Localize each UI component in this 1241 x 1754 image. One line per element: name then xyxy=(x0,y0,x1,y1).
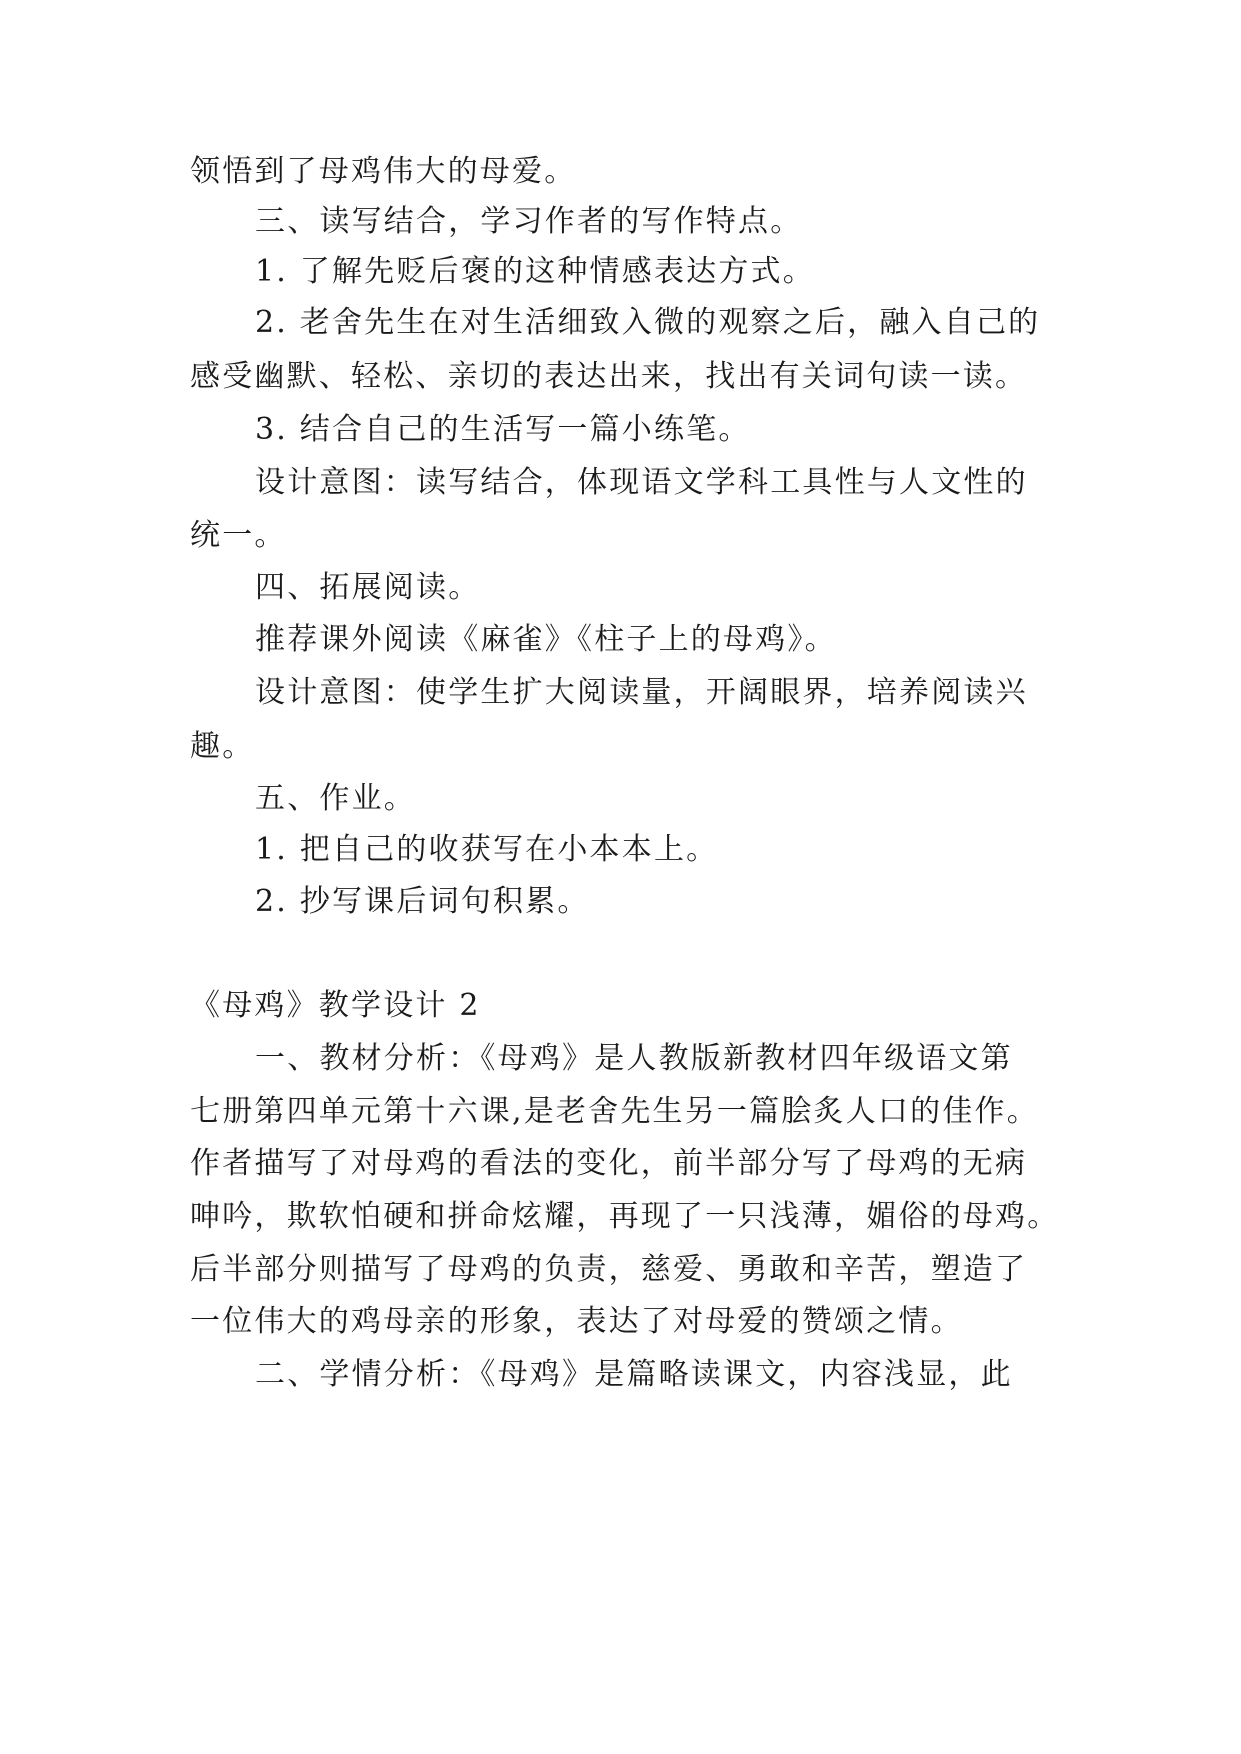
list-item: 1. 了解先贬后褒的这种情感表达方式。 xyxy=(255,254,815,289)
text-line: 后半部分则描写了母鸡的负责，慈爱、勇敢和辛苦，塑造了 xyxy=(190,1252,1028,1287)
text-line: 设计意图：读写结合，体现语文学科工具性与人文性的 xyxy=(255,465,1028,500)
section-heading: 五、作业。 xyxy=(255,781,416,816)
text-line: 领悟到了母鸡伟大的母爱。 xyxy=(190,154,577,189)
list-item: 2. 抄写课后词句积累。 xyxy=(255,884,590,919)
list-item: 2. 老舍先生在对生活细致入微的观察之后，融入自己的 xyxy=(255,305,1041,340)
text-line: 趣。 xyxy=(190,729,255,764)
list-item: 1. 把自己的收获写在小本本上。 xyxy=(255,832,719,867)
section-heading: 一、教材分析：《母鸡》是人教版新教材四年级语文第 xyxy=(255,1041,1013,1076)
text-line: 推荐课外阅读《麻雀》《柱子上的母鸡》。 xyxy=(255,622,837,657)
document-title: 《母鸡》教学设计 2 xyxy=(190,988,481,1023)
text-line: 一位伟大的鸡母亲的形象，表达了对母爱的赞颂之情。 xyxy=(190,1304,963,1339)
section-heading: 四、拓展阅读。 xyxy=(255,570,481,605)
text-line: 呻吟，欺软怕硬和拼命炫耀，再现了一只浅薄，媚俗的母鸡。 xyxy=(190,1199,1060,1234)
section-heading: 三、读写结合，学习作者的写作特点。 xyxy=(255,204,803,239)
text-line: 设计意图：使学生扩大阅读量，开阔眼界，培养阅读兴 xyxy=(255,675,1028,710)
text-line: 七册第四单元第十六课,是老舍先生另一篇脍炙人口的佳作。 xyxy=(190,1094,1039,1129)
list-item: 3. 结合自己的生活写一篇小练笔。 xyxy=(255,412,751,447)
text-line: 作者描写了对母鸡的看法的变化，前半部分写了母鸡的无病 xyxy=(190,1146,1028,1181)
text-line: 感受幽默、轻松、亲切的表达出来，找出有关词句读一读。 xyxy=(190,359,1028,394)
section-heading: 二、学情分析：《母鸡》是篇略读课文，内容浅显，此 xyxy=(255,1357,1013,1392)
text-line: 统一。 xyxy=(190,518,287,553)
